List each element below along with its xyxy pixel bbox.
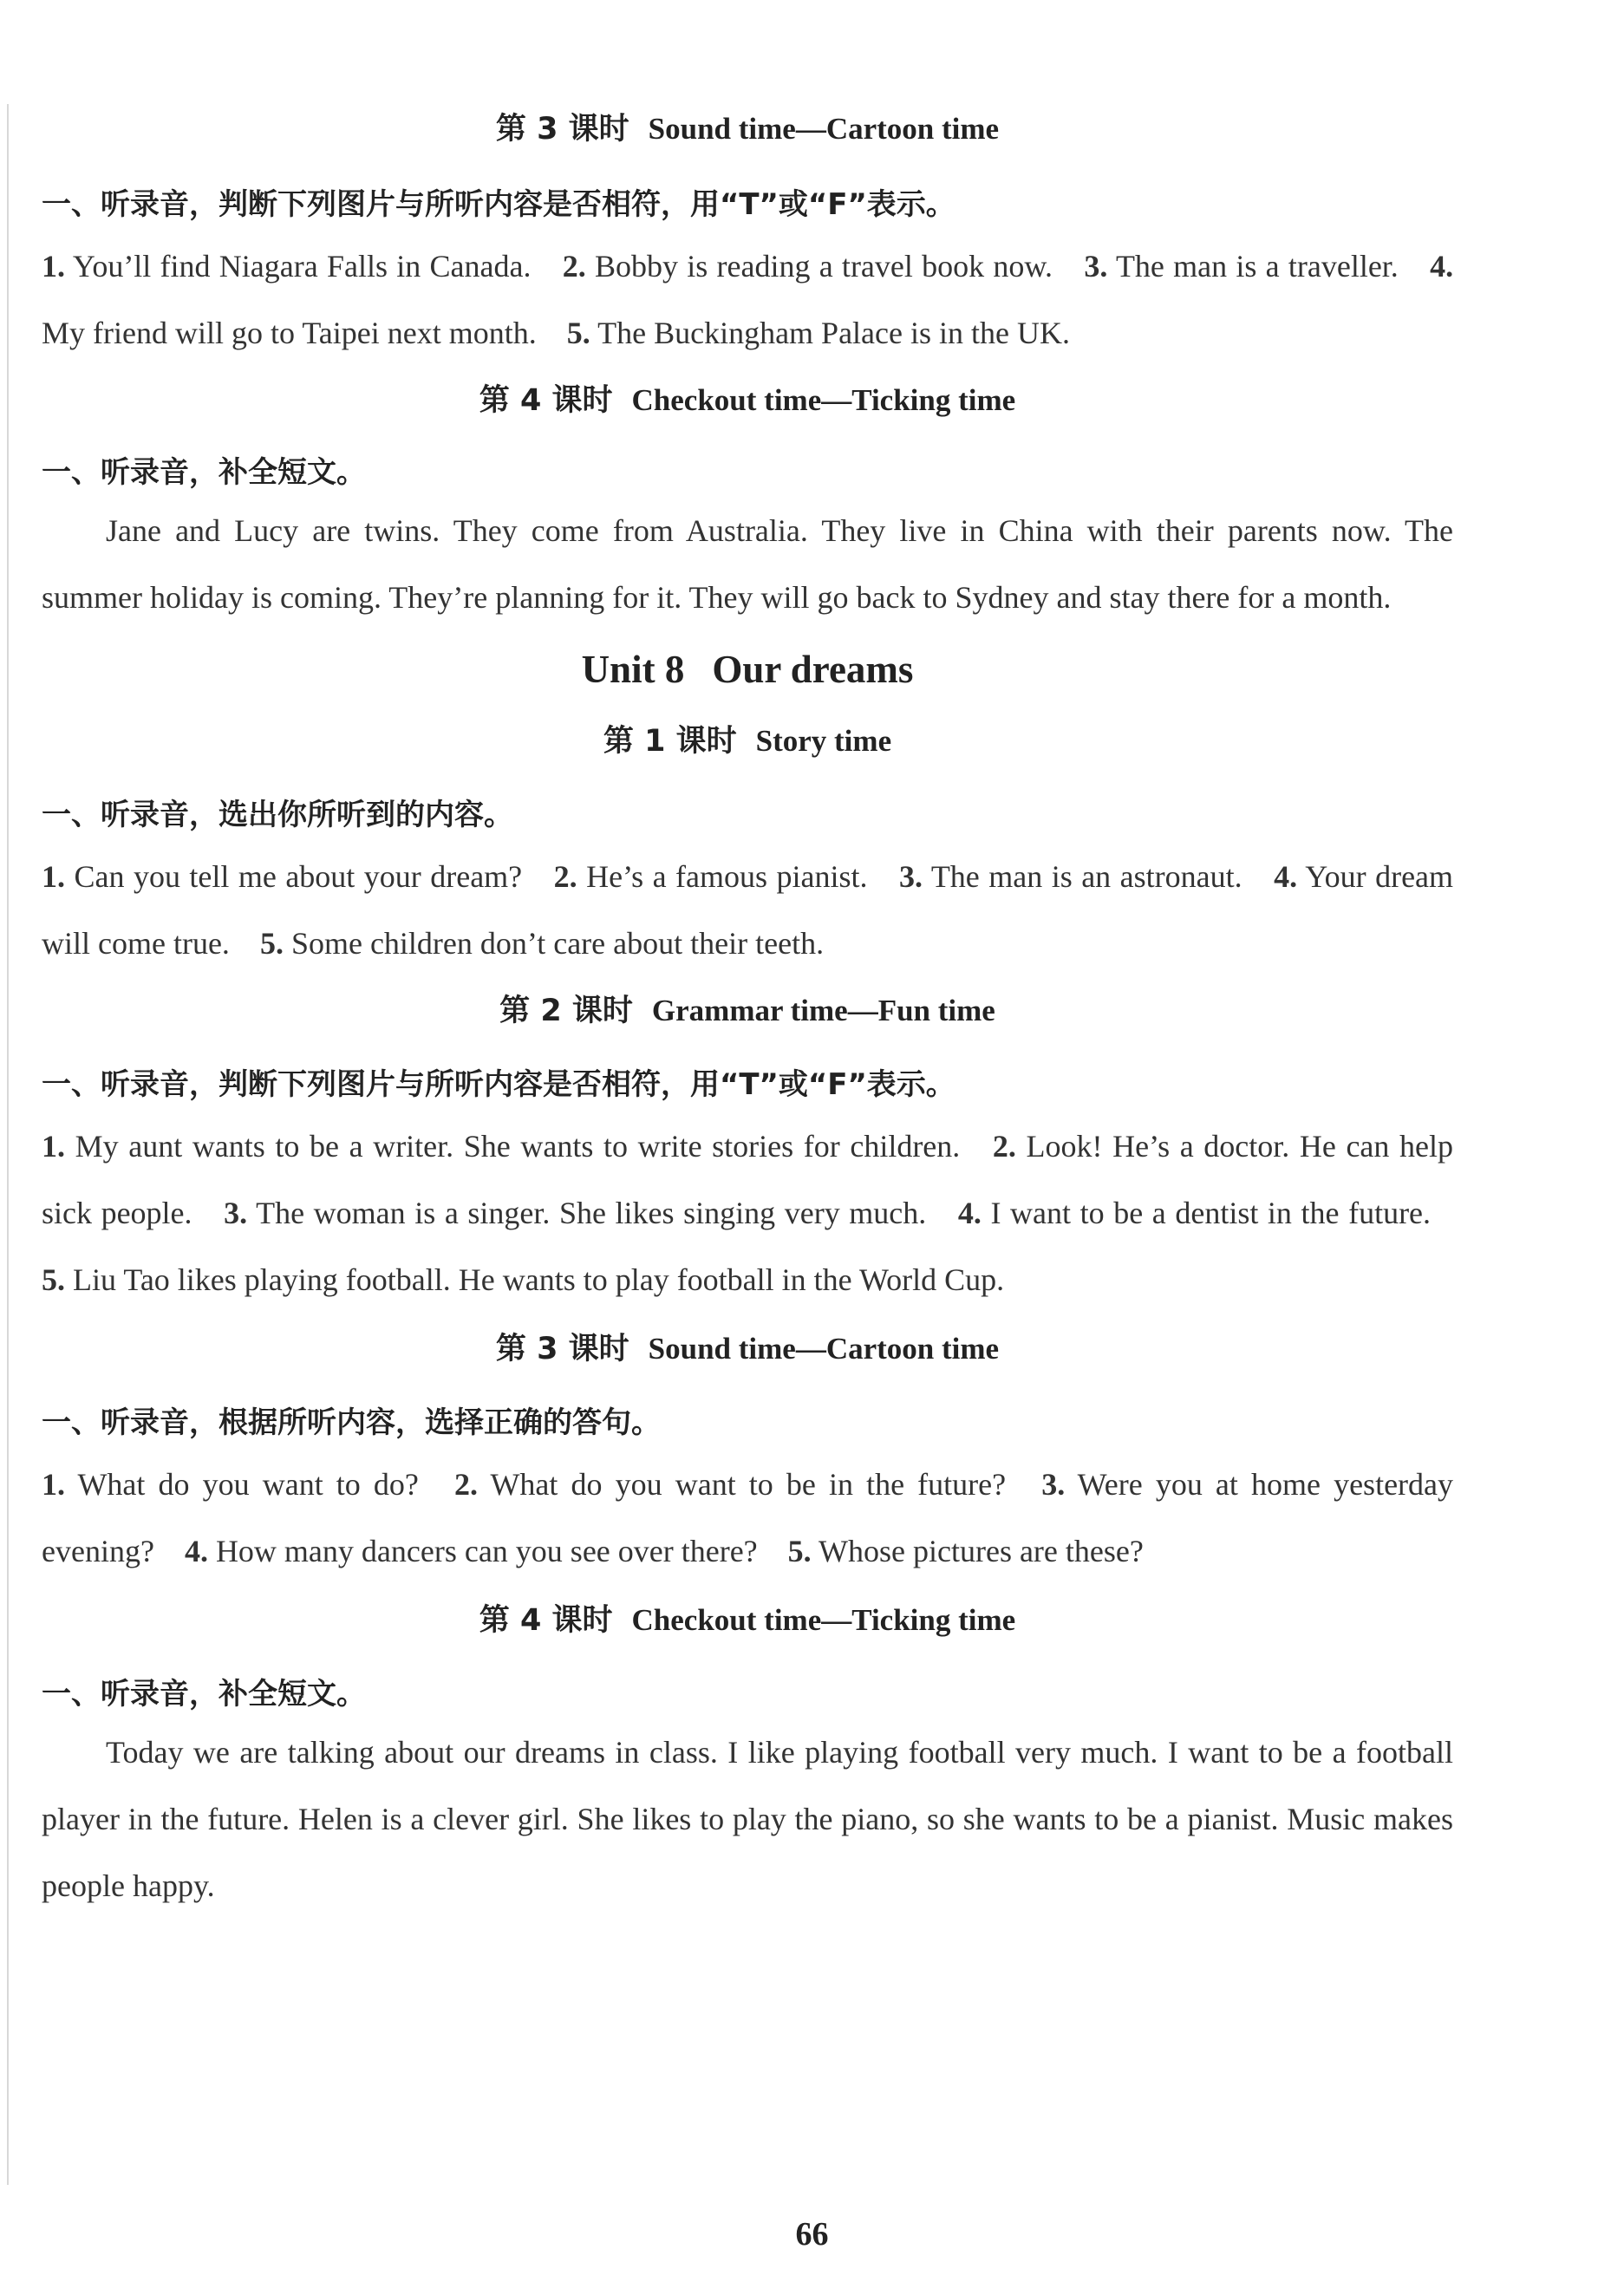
list-item: 3. The man is a traveller. bbox=[1084, 249, 1399, 284]
list-item: 2. He’s a famous pianist. bbox=[553, 859, 868, 894]
lesson-heading bbox=[42, 111, 1453, 147]
list-item: 4. Your dream will come true. bbox=[42, 859, 1454, 961]
list-item: 5. Some children don’t care about their teeth. bbox=[259, 926, 825, 961]
list-item: 5. Whose pictures are these? bbox=[787, 1534, 1144, 1568]
lesson-title: Checkout time—Ticking time bbox=[631, 1603, 1016, 1637]
lesson-label: 第 4 课时 bbox=[479, 383, 613, 418]
list-item: 3. The woman is a singer. She likes singing very much. bbox=[224, 1196, 927, 1230]
list-item: 3. Were you at home yesterday evening? bbox=[42, 1467, 1454, 1568]
listening-items bbox=[42, 233, 1453, 367]
lesson-title: Sound time—Cartoon time bbox=[648, 1332, 1000, 1366]
instruction: 一、听录音，补全短文。 bbox=[42, 1677, 366, 1711]
lesson-heading bbox=[42, 382, 1453, 419]
lesson-label: 第 3 课时 bbox=[495, 1332, 629, 1366]
instruction: 一、听录音，选出你所听到的内容。 bbox=[42, 798, 513, 832]
instruction: 一、听录音，判断下列图片与所听内容是否相符，用“T”或“F”表示。 bbox=[42, 187, 955, 222]
list-item: 1. You’ll find Niagara Falls in Canada. bbox=[42, 249, 532, 284]
lesson-title: Grammar time—Fun time bbox=[651, 994, 995, 1027]
passage-paragraph: Jane and Lucy are twins. They come from Australia. They live in China with their parents now. The summer holiday is coming. They’re planning for it. They will go back to Sydney and stay there for a month. bbox=[42, 513, 1453, 615]
list-item: 2. Bobby is reading a travel book now. bbox=[562, 249, 1053, 284]
lesson-label: 第 3 课时 bbox=[495, 112, 629, 147]
unit-label: Unit 8 bbox=[581, 648, 685, 691]
page-content bbox=[42, 97, 1453, 1920]
lesson-label: 第 1 课时 bbox=[603, 724, 737, 759]
lesson-heading bbox=[42, 993, 1453, 1029]
lesson-title: Checkout time—Ticking time bbox=[631, 383, 1016, 417]
list-item: 5. The Buckingham Palace is in the UK. bbox=[566, 316, 1070, 350]
lesson-heading bbox=[42, 1331, 1453, 1367]
lesson-title: Story time bbox=[755, 724, 892, 758]
instruction: 一、听录音，判断下列图片与所听内容是否相符，用“T”或“F”表示。 bbox=[42, 1067, 955, 1102]
instruction: 一、听录音，根据所听内容，选择正确的答句。 bbox=[42, 1405, 661, 1440]
list-item: 4. How many dancers can you see over there? bbox=[184, 1534, 758, 1568]
list-item: 4. I want to be a dentist in the future. bbox=[957, 1196, 1432, 1230]
unit-title: Our dreams bbox=[712, 648, 914, 691]
list-item: 1. Can you tell me about your dream? bbox=[42, 859, 523, 894]
listening-items bbox=[42, 1113, 1453, 1314]
lesson-label: 第 4 课时 bbox=[479, 1603, 613, 1638]
listening-items bbox=[42, 844, 1453, 977]
lesson-heading bbox=[42, 1602, 1453, 1639]
list-item: 4. My friend will go to Taipei next month. bbox=[42, 249, 1454, 350]
list-item: 2. What do you want to be in the future? bbox=[454, 1467, 1007, 1502]
list-item: 1. What do you want to do? bbox=[42, 1467, 419, 1502]
list-item: 1. My aunt wants to be a writer. She wants to write stories for children. bbox=[42, 1129, 961, 1164]
list-item: 2. Look! He’s a doctor. He can help sick people. bbox=[42, 1129, 1454, 1230]
passage-paragraph: Today we are talking about our dreams in class. I like playing football very much. I want to be a football player in the future. Helen is a clever girl. She likes to play the piano, so she wants to be a pianist. Music makes people happy. bbox=[42, 1735, 1453, 1903]
list-item: 3. The man is an astronaut. bbox=[898, 859, 1242, 894]
lesson-label: 第 2 课时 bbox=[499, 994, 633, 1028]
lesson-heading bbox=[42, 723, 1453, 760]
page-number: 66 bbox=[795, 2216, 829, 2253]
instruction: 一、听录音，补全短文。 bbox=[42, 455, 366, 490]
listening-items bbox=[42, 1451, 1453, 1585]
unit-heading bbox=[42, 647, 1453, 692]
lesson-title: Sound time—Cartoon time bbox=[648, 112, 1000, 146]
page-edge-line bbox=[7, 104, 9, 2185]
list-item: 5. Liu Tao likes playing football. He wants to play football in the World Cup. bbox=[42, 1262, 1005, 1297]
